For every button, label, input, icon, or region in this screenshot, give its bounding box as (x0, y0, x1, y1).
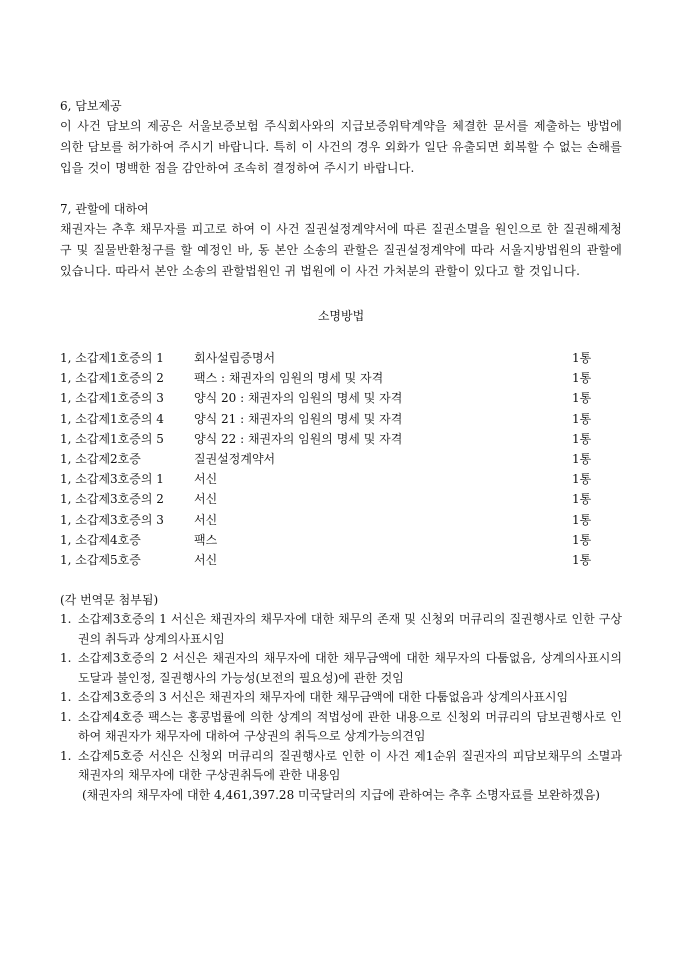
evidence-description: 서신 (194, 552, 218, 567)
evidence-item (60, 489, 622, 509)
evidence-code: 1, 소갑제1호증의 5 (60, 431, 164, 446)
note-number: 1. (60, 748, 72, 763)
translations-title: (각 번역문 첨부됨) (60, 593, 159, 608)
evidence-item (60, 429, 622, 449)
evidence-count: 1통 (572, 411, 592, 426)
evidence-item (60, 409, 622, 429)
document-page (60, 96, 622, 805)
evidence-list (60, 348, 622, 570)
note-number: 1. (60, 709, 72, 724)
evidence-item (60, 388, 622, 408)
note-number: 1. (60, 690, 72, 705)
note-text: 소갑제3호증의 3 서신은 채권자의 채무자에 대한 채무금액에 대한 다툼없음과 상계의사표시임 (78, 690, 569, 705)
evidence-description: 팩스 (194, 532, 218, 547)
translation-notes (60, 610, 622, 786)
evidence-item (60, 449, 622, 469)
evidence-code: 1, 소갑제3호증의 2 (60, 492, 164, 507)
evidence-description: 서신 (194, 472, 218, 487)
evidence-description: 서신 (194, 512, 218, 527)
evidence-code: 1, 소갑제1호증의 1 (60, 351, 164, 365)
evidence-count: 1통 (572, 451, 592, 466)
note-text: 소갑제4호증 팩스는 홍콩법률에 의한 상계의 적법성에 관한 내용으로 신청외 머큐리의 담보권행사로 인하여 채권자가 채무자에 대하여 구상권의 취득으로 상계가능의견임 (78, 709, 622, 744)
evidence-title: 소명방법 (317, 309, 365, 323)
note-number: 1. (60, 612, 72, 627)
evidence-count: 1통 (572, 532, 592, 547)
evidence-count: 1통 (572, 472, 592, 487)
evidence-code: 1, 소갑제2호증 (60, 451, 141, 466)
section-7-heading: 7, 관할에 대하여 (60, 202, 149, 216)
translation-note (60, 708, 622, 747)
evidence-description: 양식 22 : 채권자의 임원의 명세 및 자격 (194, 431, 403, 446)
evidence-code: 1, 소갑제1호증의 3 (60, 391, 164, 406)
evidence-description: 서신 (194, 492, 218, 507)
closing-note: (채권자의 채무자에 대한 4,461,397.28 미국달러의 지급에 관하여는 추후 소명자료를 보완하겠음) (82, 787, 600, 802)
translation-note (60, 688, 622, 708)
evidence-count: 1통 (572, 431, 592, 446)
evidence-item (60, 510, 622, 530)
evidence-item (60, 530, 622, 550)
evidence-code: 1, 소갑제1호증의 4 (60, 411, 164, 426)
evidence-count: 1통 (572, 391, 592, 406)
evidence-count: 1통 (572, 552, 592, 567)
note-number: 1. (60, 651, 72, 666)
evidence-item (60, 368, 622, 388)
evidence-code: 1, 소갑제1호증의 2 (60, 371, 164, 386)
evidence-count: 1통 (572, 512, 592, 527)
evidence-description: 양식 21 : 채권자의 임원의 명세 및 자격 (194, 411, 403, 426)
evidence-description: 질권설정계약서 (194, 451, 276, 466)
note-text: 소갑제5호증 서신은 신청외 머큐리의 질권행사로 인한 이 사건 제1순위 질권자의 피담보채무의 소멸과 채권자의 채무자에 대한 구상권취득에 관한 내용임 (78, 748, 622, 783)
evidence-count: 1통 (572, 371, 592, 386)
evidence-code: 1, 소갑제3호증의 1 (60, 472, 164, 487)
evidence-item (60, 550, 622, 570)
evidence-description: 양식 20 : 채권자의 임원의 명세 및 자격 (194, 391, 403, 406)
translation-note (60, 747, 622, 786)
evidence-count: 1통 (572, 351, 592, 365)
evidence-code: 1, 소갑제4호증 (60, 532, 141, 547)
note-text: 소갑제3호증의 2 서신은 채권자의 채무자에 대한 채무금액에 대한 채무자의 다툼없음, 상계의사표시의 도달과 불인정, 질권행사의 가능성(보전의 필요성)에 관한 것임 (78, 651, 622, 685)
evidence-item (60, 348, 622, 368)
section-6-body: 이 사건 담보의 제공은 서울보증보험 주식회사와의 지급보증위탁계약을 체결한 문서를 제출하는 방법에 의한 담보를 허가하여 주시기 바랍니다. 특히 이 사건의 경우 외화가 일단 유출되면 회복할 수 없는 손해를 입을 것이 명백한 점을 감안하여 조속히 결정하여 주시기 바랍니다. (60, 119, 622, 175)
section-6-heading: 6, 담보제공 (60, 99, 122, 113)
translation-note (60, 649, 622, 688)
evidence-description: 팩스 : 채권자의 임원의 명세 및 자격 (194, 371, 384, 386)
evidence-code: 1, 소갑제5호증 (60, 552, 141, 567)
evidence-count: 1통 (572, 492, 592, 507)
translation-note (60, 610, 622, 649)
evidence-code: 1, 소갑제3호증의 3 (60, 512, 164, 527)
section-7-body: 채권자는 추후 채무자를 피고로 하여 이 사건 질권설정계약서에 따른 질권소멸을 원인으로 한 질권해제청구 및 질물반환청구를 할 예정인 바, 동 본안 소송의 관할은 질권설정계약에 따라 서울지방법원의 관할에 있습니다. 따라서 본안 소송의 관할법원인 귀 법원에 이 사건 가처분의 관할이 있다고 할 것입니다. (60, 222, 622, 278)
note-text: 소갑제3호증의 1 서신은 채권자의 채무자에 대한 채무의 존재 및 신청외 머큐리의 질권행사로 인한 구상권의 취득과 상계의사표시임 (78, 612, 622, 646)
evidence-description: 회사설립증명서 (194, 351, 276, 365)
evidence-item (60, 469, 622, 489)
